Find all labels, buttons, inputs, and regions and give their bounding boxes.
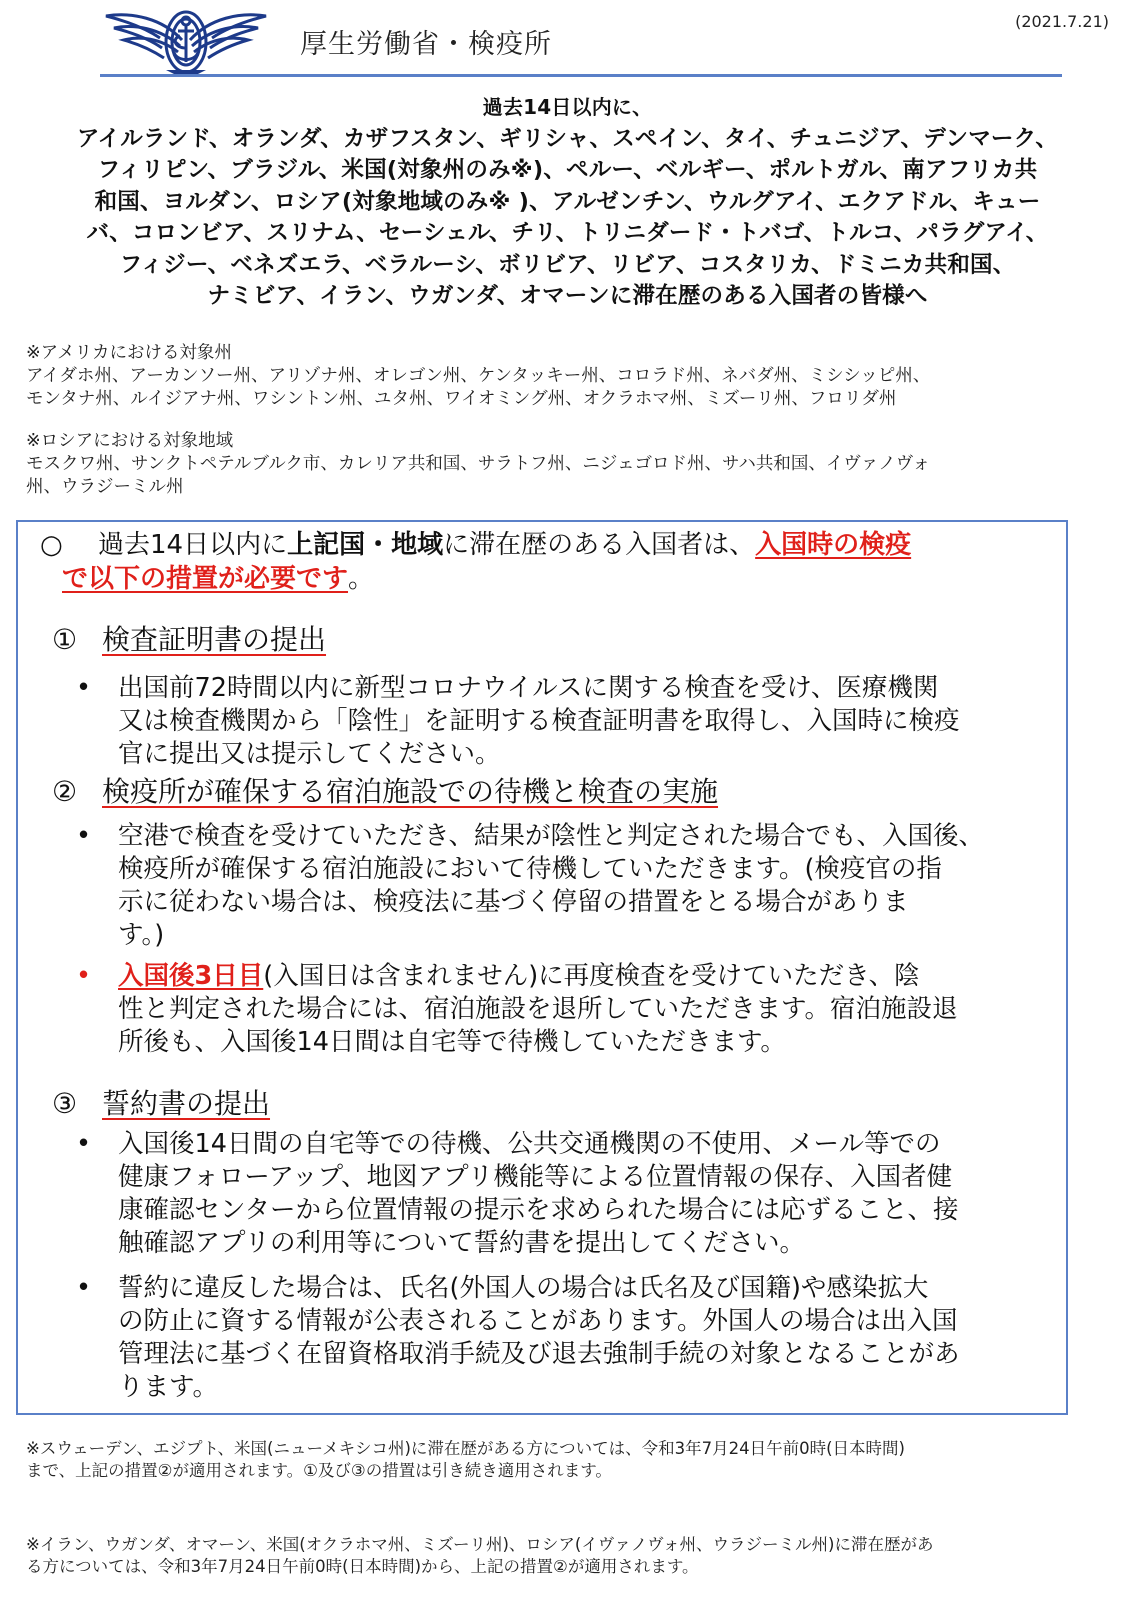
- footnote-1: [26, 1438, 1116, 1482]
- headline-line: バ、コロンビア、スリナム、セーシェル、チリ、トリニダード・トバゴ、トルコ、パラグアイ、: [86, 220, 1049, 246]
- bullet-item: [76, 672, 1056, 771]
- bullet-line: ります。: [118, 1372, 218, 1402]
- bullet-line: 誓約に違反した場合は、氏名(外国人の場合は氏名及び国籍)や感染拡大: [118, 1273, 929, 1303]
- bullet-line: 康確認センターから位置情報の提示を求められた場合には応ずること、接: [118, 1195, 959, 1225]
- day-three-emphasis: 入国後3日目: [118, 961, 264, 991]
- footnote-line: る方については、令和3年7月24日午前0時(日本時間)から、上記の措置②が適用されます。: [26, 1557, 699, 1576]
- intro-red-emphasis: で以下の措置が必要です: [62, 564, 349, 594]
- footnote-line: ※スウェーデン、エジプト、米国(ニューメキシコ州)に滞在歴がある方については、令和3年7月24日午前0時(日本時間): [26, 1439, 905, 1458]
- headline-line: フィジー、ベネズエラ、ベラルーシ、ボリビア、リビア、コスタリカ、ドミニカ共和国、: [119, 251, 1016, 278]
- bullet-line: 空港で検査を受けていただき、結果が陰性と判定された場合でも、入国後、: [118, 821, 984, 851]
- note-line: 州、ウラジーミル州: [26, 477, 184, 497]
- measures-intro: [40, 528, 1050, 596]
- bullet-line: の防止に資する情報が公表されることがあります。外国人の場合は出入国: [118, 1306, 958, 1336]
- bullet-line: 所後も、入国後14日間は自宅等で待機していただきます。: [118, 1027, 786, 1057]
- bullet-icon: •: [76, 1273, 92, 1303]
- headline: [10, 92, 1125, 313]
- issue-date: (2021.7.21): [1015, 12, 1109, 31]
- quarantine-emblem-icon: [102, 4, 270, 76]
- footnote-2: [26, 1534, 1116, 1578]
- bullet-line: 官に提出又は提示してください。: [118, 739, 501, 769]
- section-title-text: 検疫所が確保する宿泊施設での待機と検査の実施: [102, 775, 719, 808]
- note-line: アイダホ州、アーカンソー州、アリゾナ州、オレゴン州、ケンタッキー州、コロラド州、ネバダ州、ミシシッピ州、: [26, 366, 931, 386]
- note-title: ※アメリカにおける対象州: [26, 343, 232, 363]
- headline-line: 過去14日以内に、: [482, 95, 653, 119]
- bullet-item: [76, 1272, 1056, 1404]
- russia-target-regions-note: [26, 430, 1116, 499]
- note-line: モンタナ州、ルイジアナ州、ワシントン州、ユタ州、ワイオミング州、オクラホマ州、ミズーリ州、フロリダ州: [26, 389, 897, 409]
- section-number: ①: [52, 623, 78, 656]
- footnote-line: まで、上記の措置②が適用されます。①及び③の措置は引き続き適用されます。: [26, 1461, 612, 1480]
- page-header: [0, 0, 1135, 85]
- red-bullet-icon: •: [76, 961, 92, 991]
- bullet-icon: •: [76, 821, 92, 851]
- section-3-title: [52, 1086, 270, 1122]
- bullet-item: [76, 1128, 1056, 1260]
- bullet-line: 検疫所が確保する宿泊施設において待機していただきます。(検疫官の指: [118, 854, 942, 884]
- headline-line: ナミビア、イラン、ウガンダ、オマーンに滞在歴のある入国者の皆様へ: [207, 283, 928, 309]
- intro-end: 。: [348, 564, 375, 594]
- bullet-line: 示に従わない場合は、検疫法に基づく停留の措置をとる場合がありま: [118, 887, 909, 917]
- bullet-line: 出国前72時間以内に新型コロナウイルスに関する検査を受け、医療機関: [118, 673, 939, 703]
- intro-bold: 上記国・地域: [287, 530, 444, 560]
- bullet-line: 性と判定された場合には、宿泊施設を退所していただきます。宿泊施設退: [118, 994, 958, 1024]
- intro-text: に滞在歴のある入国者は、: [443, 530, 756, 560]
- section-number: ③: [52, 1087, 78, 1120]
- footnote-line: ※イラン、ウガンダ、オマーン、米国(オクラホマ州、ミズーリ州)、ロシア(イヴァノヴォ州、ウラジーミル州)に滞在歴があ: [26, 1535, 934, 1554]
- section-2-title: [52, 774, 718, 810]
- bullet-item-highlighted: [76, 960, 1056, 1059]
- section-1-title: [52, 622, 326, 658]
- headline-line: フィリピン、ブラジル、米国(対象州のみ※)、ペルー、ベルギー、ポルトガル、南アフリカ共: [97, 157, 1038, 183]
- note-title: ※ロシアにおける対象地域: [26, 431, 234, 451]
- bullet-line: 触確認アプリの利用等について誓約書を提出してください。: [118, 1228, 805, 1258]
- bullet-line: 管理法に基づく在留資格取消手続及び退去強制手続の対象となることがあ: [118, 1339, 960, 1369]
- us-target-states-note: [26, 342, 1116, 411]
- intro-red-emphasis: 入国時の検疫: [755, 530, 912, 560]
- organization-name: 厚生労働省・検疫所: [300, 29, 552, 60]
- note-line: モスクワ州、サンクトペテルブルク市、カレリア共和国、サラトフ州、ニジェゴロド州、サハ共和国、イヴァノヴォ: [26, 454, 931, 474]
- bullet-line: 健康フォローアップ、地図アプリ機能等による位置情報の保存、入国者健: [118, 1162, 953, 1192]
- bullet-icon: •: [76, 673, 92, 703]
- header-divider: [100, 74, 1062, 77]
- intro-text: 過去14日以内に: [98, 530, 288, 560]
- bullet-line: す。): [118, 920, 165, 950]
- headline-line: アイルランド、オランダ、カザフスタン、ギリシャ、スペイン、タイ、チュニジア、デンマーク、: [76, 125, 1059, 152]
- section-title-text: 誓約書の提出: [102, 1087, 271, 1120]
- headline-line: 和国、ヨルダン、ロシア(対象地域のみ※ )、アルゼンチン、ウルグアイ、エクアドル、キュー: [94, 188, 1041, 215]
- bullet-icon: •: [76, 1129, 92, 1159]
- bullet-line: (入国日は含まれません)に再度検査を受けていただき、陰: [263, 961, 920, 991]
- section-number: ②: [52, 775, 78, 808]
- bullet-item: [76, 820, 1056, 952]
- bullet-line: 入国後14日間の自宅等での待機、公共交通機関の不使用、メール等での: [118, 1129, 941, 1159]
- bullet-line: 又は検査機関から「陰性」を証明する検査証明書を取得し、入国時に検疫: [118, 706, 960, 736]
- section-title-text: 検査証明書の提出: [102, 623, 327, 656]
- circle-bullet-icon: ○: [40, 530, 63, 560]
